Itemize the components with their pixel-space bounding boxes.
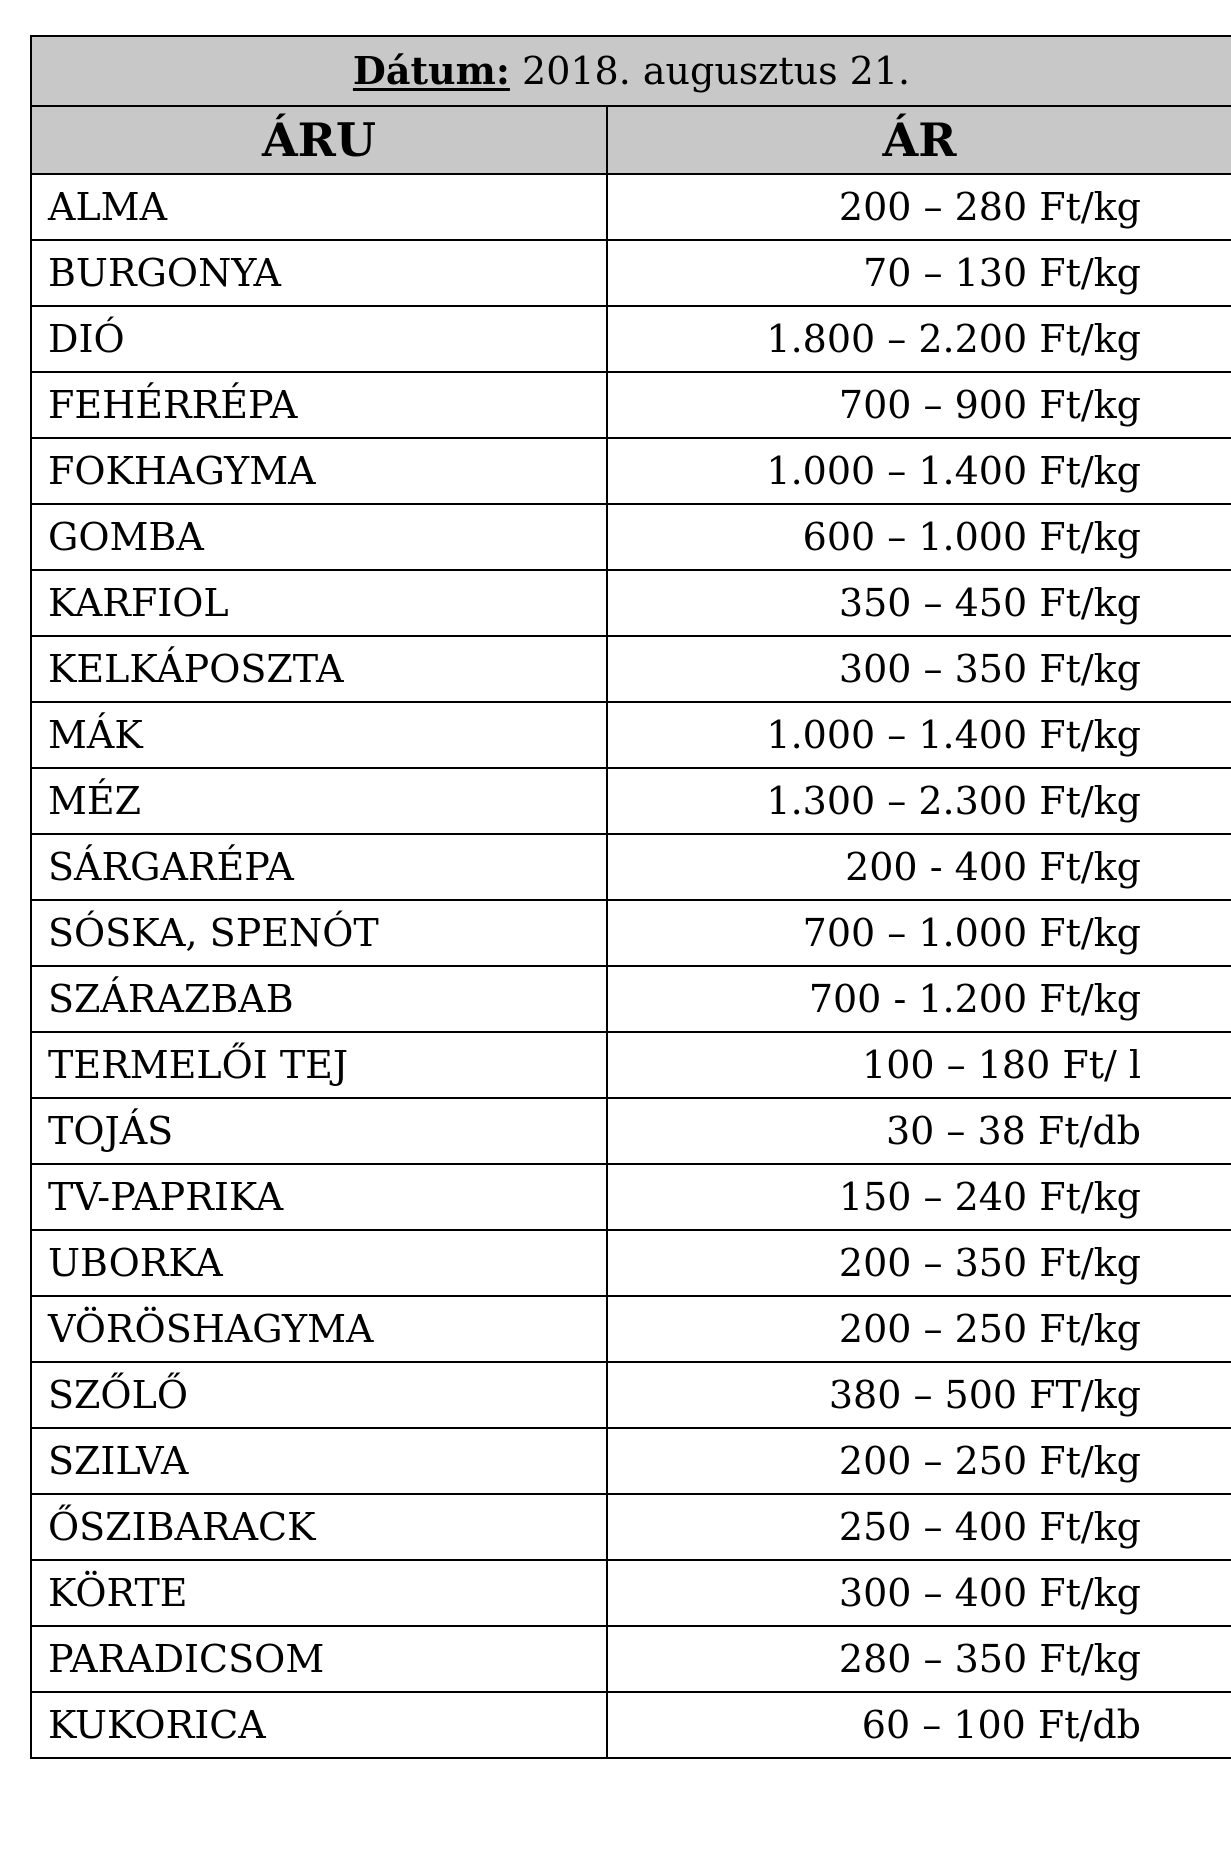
table-row [31, 834, 1231, 900]
item-name: PARADICSOM [31, 1626, 607, 1692]
item-price: 1.300 – 2.300 Ft/kg [607, 768, 1231, 834]
table-row [31, 438, 1231, 504]
item-price: 200 - 400 Ft/kg [607, 834, 1231, 900]
table-row [31, 1296, 1231, 1362]
item-name: GOMBA [31, 504, 607, 570]
table-row [31, 1626, 1231, 1692]
item-name: SZILVA [31, 1428, 607, 1494]
item-name: TOJÁS [31, 1098, 607, 1164]
table-row [31, 306, 1231, 372]
table-row [31, 900, 1231, 966]
item-price: 700 – 900 Ft/kg [607, 372, 1231, 438]
item-price: 200 – 250 Ft/kg [607, 1296, 1231, 1362]
item-name: TERMELŐI TEJ [31, 1032, 607, 1098]
table-row [31, 768, 1231, 834]
date-row [31, 36, 1231, 106]
header-row [31, 106, 1231, 174]
item-price: 200 – 350 Ft/kg [607, 1230, 1231, 1296]
item-price: 30 – 38 Ft/db [607, 1098, 1231, 1164]
item-price: 1.800 – 2.200 Ft/kg [607, 306, 1231, 372]
item-name: KÖRTE [31, 1560, 607, 1626]
table-row [31, 966, 1231, 1032]
table-row [31, 570, 1231, 636]
table-row [31, 1428, 1231, 1494]
item-price: 1.000 – 1.400 Ft/kg [607, 702, 1231, 768]
item-price: 280 – 350 Ft/kg [607, 1626, 1231, 1692]
column-header-item: ÁRU [31, 106, 607, 174]
item-name: UBORKA [31, 1230, 607, 1296]
item-price: 200 – 280 Ft/kg [607, 174, 1231, 240]
date-label: Dátum: [352, 48, 510, 93]
item-name: KELKÁPOSZTA [31, 636, 607, 702]
date-cell [31, 36, 1231, 106]
item-price: 700 - 1.200 Ft/kg [607, 966, 1231, 1032]
table-row [31, 1494, 1231, 1560]
column-header-price: ÁR [607, 106, 1231, 174]
date-value: 2018. augusztus 21. [522, 49, 911, 93]
table-row [31, 1362, 1231, 1428]
item-name: TV-PAPRIKA [31, 1164, 607, 1230]
item-name: KUKORICA [31, 1692, 607, 1758]
table-row [31, 702, 1231, 768]
item-name: SÓSKA, SPENÓT [31, 900, 607, 966]
item-name: KARFIOL [31, 570, 607, 636]
item-name: FOKHAGYMA [31, 438, 607, 504]
item-price: 150 – 240 Ft/kg [607, 1164, 1231, 1230]
item-price: 70 – 130 Ft/kg [607, 240, 1231, 306]
price-table [30, 35, 1231, 1759]
item-price: 350 – 450 Ft/kg [607, 570, 1231, 636]
table-row [31, 636, 1231, 702]
item-name: VÖRÖSHAGYMA [31, 1296, 607, 1362]
table-body [31, 174, 1231, 1758]
item-price: 100 – 180 Ft/ l [607, 1032, 1231, 1098]
item-price: 700 – 1.000 Ft/kg [607, 900, 1231, 966]
table-row [31, 1560, 1231, 1626]
table-row [31, 174, 1231, 240]
item-price: 300 – 400 Ft/kg [607, 1560, 1231, 1626]
item-name: SZÁRAZBAB [31, 966, 607, 1032]
item-name: ALMA [31, 174, 607, 240]
item-name: MÁK [31, 702, 607, 768]
table-row [31, 1230, 1231, 1296]
item-price: 380 – 500 FT/kg [607, 1362, 1231, 1428]
item-name: SZŐLŐ [31, 1362, 607, 1428]
item-price: 200 – 250 Ft/kg [607, 1428, 1231, 1494]
item-price: 300 – 350 Ft/kg [607, 636, 1231, 702]
table-row [31, 372, 1231, 438]
item-name: MÉZ [31, 768, 607, 834]
item-price: 250 – 400 Ft/kg [607, 1494, 1231, 1560]
table-row [31, 240, 1231, 306]
item-name: BURGONYA [31, 240, 607, 306]
table-row [31, 1032, 1231, 1098]
item-price: 1.000 – 1.400 Ft/kg [607, 438, 1231, 504]
item-name: FEHÉRRÉPA [31, 372, 607, 438]
item-name: ŐSZIBARACK [31, 1494, 607, 1560]
item-name: DIÓ [31, 306, 607, 372]
item-price: 600 – 1.000 Ft/kg [607, 504, 1231, 570]
table-row [31, 1692, 1231, 1758]
table-row [31, 504, 1231, 570]
table-row [31, 1098, 1231, 1164]
item-name: SÁRGARÉPA [31, 834, 607, 900]
item-price: 60 – 100 Ft/db [607, 1692, 1231, 1758]
table-row [31, 1164, 1231, 1230]
